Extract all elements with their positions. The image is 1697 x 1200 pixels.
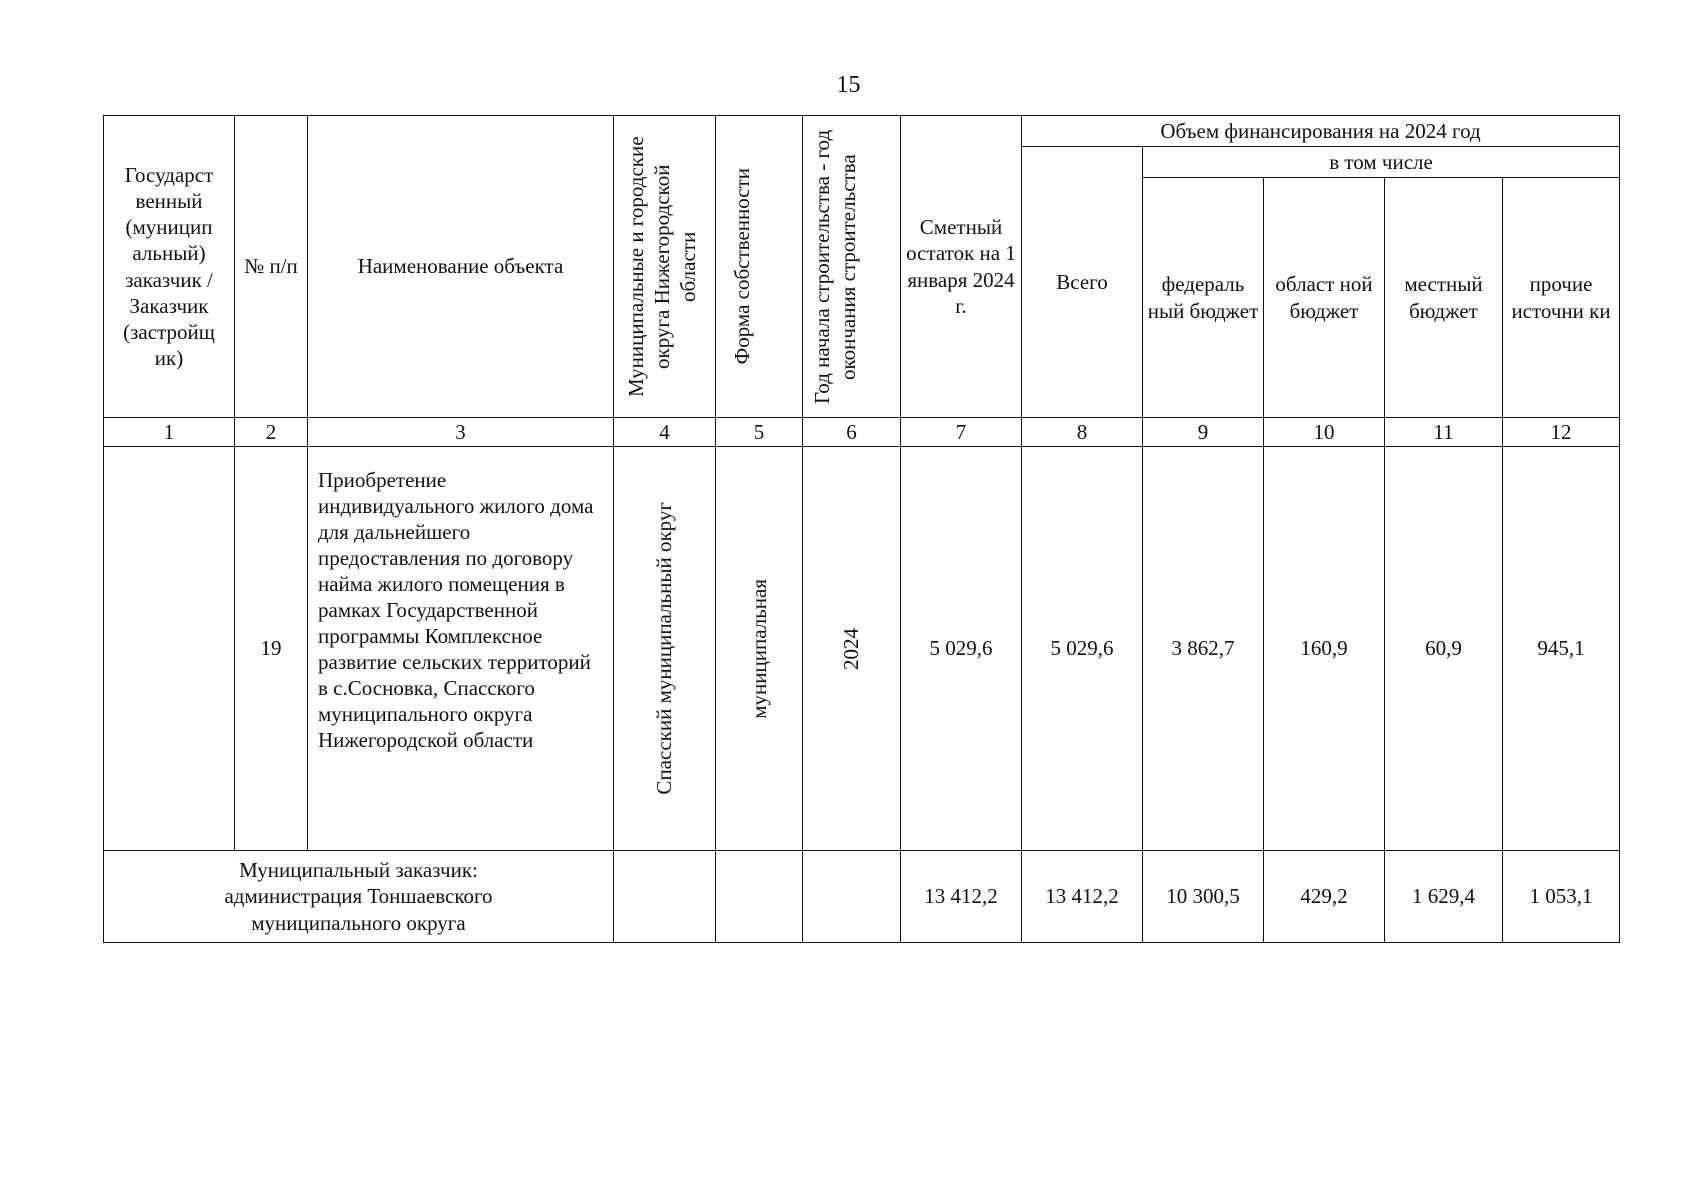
header-object-name: Наименование объекта: [308, 116, 614, 418]
column-number: 10: [1264, 418, 1385, 447]
table-row: [104, 447, 1620, 851]
summary-empty-cell: [614, 851, 716, 943]
column-number: 2: [235, 418, 308, 447]
column-number: 11: [1385, 418, 1503, 447]
column-number: 6: [803, 418, 901, 447]
header-including: в том числе: [1143, 147, 1620, 178]
row-customer: [104, 447, 235, 851]
header-regional: област ной бюджет: [1264, 178, 1385, 418]
summary-local: 1 629,4: [1385, 851, 1503, 943]
column-number: 4: [614, 418, 716, 447]
row-other: 945,1: [1503, 447, 1620, 851]
header-district: Муниципальные и городские округа Нижегородской области: [614, 116, 716, 418]
header-local: местный бюджет: [1385, 178, 1503, 418]
column-number: 9: [1143, 418, 1264, 447]
row-object-name: Приобретение индивидуального жилого дома для дальнейшего предоставления по договору найма жилого помещения в рамках Государственной программы Комплексное развитие сельских территорий в с.Сосновка, Спасского муниципального округа Нижегородской области: [308, 447, 614, 851]
row-years: 2024: [803, 447, 901, 851]
summary-total: 13 412,2: [1022, 851, 1143, 943]
row-regional: 160,9: [1264, 447, 1385, 851]
financing-table: [103, 115, 1620, 943]
summary-federal: 10 300,5: [1143, 851, 1264, 943]
column-number: 1: [104, 418, 235, 447]
header-funding-group: Объем финансирования на 2024 год: [1022, 116, 1620, 147]
header-ownership: Форма собственности: [716, 116, 803, 418]
row-estimate: 5 029,6: [901, 447, 1022, 851]
column-number: 7: [901, 418, 1022, 447]
row-federal: 3 862,7: [1143, 447, 1264, 851]
summary-row: [104, 851, 1620, 943]
header-estimate: Сметный остаток на 1 января 2024 г.: [901, 116, 1022, 418]
summary-empty-cell: [716, 851, 803, 943]
header-other: прочие источни ки: [1503, 178, 1620, 418]
summary-other: 1 053,1: [1503, 851, 1620, 943]
header-number: № п/п: [235, 116, 308, 418]
column-number: 12: [1503, 418, 1620, 447]
row-district: Спасский муниципальный округ: [614, 447, 716, 851]
summary-empty-cell: [803, 851, 901, 943]
column-number: 8: [1022, 418, 1143, 447]
summary-label: Муниципальный заказчик: администрация Тоншаевского муниципального округа: [104, 851, 614, 943]
header-customer: Государст венный (муницип альный) заказчик / Заказчик (застройщ ик): [104, 116, 235, 418]
row-ownership: муниципальная: [716, 447, 803, 851]
header-years: Год начала строительства - год окончания строительства: [803, 116, 901, 418]
column-number: 5: [716, 418, 803, 447]
row-local: 60,9: [1385, 447, 1503, 851]
row-number: 19: [235, 447, 308, 851]
summary-regional: 429,2: [1264, 851, 1385, 943]
row-total: 5 029,6: [1022, 447, 1143, 851]
header-federal: федераль ный бюджет: [1143, 178, 1264, 418]
header-total: Всего: [1022, 147, 1143, 418]
page-number: 15: [836, 72, 861, 98]
summary-estimate: 13 412,2: [901, 851, 1022, 943]
column-number: 3: [308, 418, 614, 447]
